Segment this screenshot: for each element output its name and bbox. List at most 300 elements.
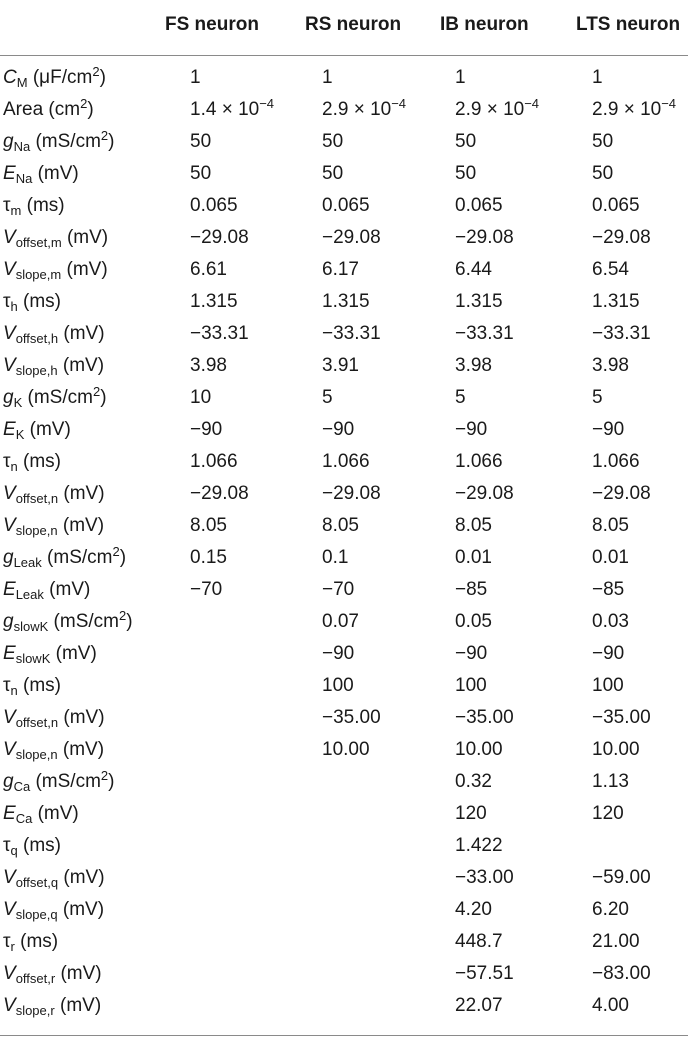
parameter-label [3,643,97,665]
cell-exponent: −4 [524,96,540,111]
table-cell [455,67,466,89]
table-cell [190,451,238,473]
cell-value: 1.422 [455,835,503,856]
parameter-label [3,579,90,601]
table-row [0,127,688,159]
cell-value: −90 [455,643,488,664]
cell-value: −90 [592,643,625,664]
cell-value: 6.20 [592,899,629,920]
table-row [0,703,688,735]
cell-value: 1.066 [592,451,640,472]
table-cell [322,707,381,729]
table-row [0,607,688,639]
parameter-symbol: V [3,899,16,920]
column-header-rs: RS neuron [305,14,402,35]
parameter-label [3,739,104,761]
table-cell [592,963,651,985]
parameter-symbol: E [3,803,16,824]
cell-value: 6.17 [322,259,359,280]
cell-value: −33.31 [592,323,651,344]
parameter-label [3,963,102,985]
parameter-label [3,931,58,953]
cell-value: −29.08 [322,483,381,504]
cell-value: 50 [592,163,614,184]
table-cell [322,291,370,313]
cell-value: 2.9 × 10 [322,99,392,120]
parameter-unit: (mV) [57,515,105,536]
table-cell [592,227,651,249]
table-cell [592,675,624,697]
parameter-unit: (mS/cm [22,387,93,408]
cell-value: −33.31 [322,323,381,344]
parameter-subscript: M [16,75,28,90]
parameter-unit: (mV) [54,995,102,1016]
table-row [0,159,688,191]
parameter-label [3,675,61,697]
parameter-subscript: n [10,683,18,698]
parameter-symbol: V [3,707,16,728]
table-row [0,991,688,1023]
table-cell [455,195,503,217]
cell-value: 50 [592,131,614,152]
parameter-unit-close: ) [126,611,133,632]
table-cell [322,419,354,441]
parameter-symbol: E [3,579,16,600]
parameter-subscript: offset,n [15,715,59,730]
cell-value: −29.08 [592,227,651,248]
parameter-unit: (mV) [32,163,79,184]
parameter-symbol: Area [3,99,44,120]
table-cell [322,355,359,377]
table-cell [190,515,227,537]
table-row [0,575,688,607]
cell-value: 448.7 [455,931,503,952]
cell-value: 8.05 [190,515,227,536]
table-row [0,415,688,447]
table-row [0,223,688,255]
cell-value: 50 [190,131,212,152]
table-cell [455,227,514,249]
table-row [0,95,688,127]
table-row [0,671,688,703]
cell-value: 0.065 [592,195,640,216]
parameter-subscript: offset,q [15,875,59,890]
parameter-subscript: Ca [13,779,31,794]
table-cell [592,611,629,633]
table-cell [592,163,613,185]
cell-value: −35.00 [322,707,381,728]
cell-value: 0.065 [455,195,503,216]
table-row [0,63,688,95]
table-cell [190,163,211,185]
cell-value: 6.54 [592,259,629,280]
table-cell [455,963,514,985]
parameter-unit-close: ) [108,131,115,152]
table-row [0,479,688,511]
table-cell [190,67,201,89]
cell-value: 6.61 [190,259,227,280]
table-cell [455,611,492,633]
table-row [0,959,688,991]
cell-value: −85 [592,579,625,600]
cell-value: 3.98 [455,355,492,376]
table-cell [592,547,629,569]
table-cell [455,579,487,601]
parameter-label [3,384,107,410]
parameter-unit: (mV) [58,867,105,888]
table-cell [455,899,492,921]
table-cell [455,131,476,153]
cell-value: 120 [592,803,624,824]
parameter-symbol: V [3,995,16,1016]
unit-exponent: 2 [100,128,109,143]
parameter-label [3,707,105,729]
parameter-subscript: Na [15,171,33,186]
parameter-unit-close: ) [99,67,106,88]
cell-value: −90 [190,419,223,440]
parameter-symbol: τ [3,291,11,312]
table-row [0,927,688,959]
table-cell [455,771,492,793]
parameter-symbol: g [3,547,14,568]
table-cell [592,387,603,409]
parameter-label [3,355,104,377]
parameter-symbol: g [3,611,14,632]
table-cell [592,995,629,1017]
parameter-label [3,867,105,889]
parameter-label [3,608,133,634]
cell-value: 5 [322,387,333,408]
parameter-unit-close: ) [108,771,115,792]
cell-value: 0.07 [322,611,359,632]
table-row [0,543,688,575]
parameter-symbol: V [3,867,16,888]
table-cell [455,803,487,825]
parameter-unit-close: ) [87,99,94,120]
table-cell [455,707,514,729]
parameter-subscript: slowK [13,619,49,634]
table-cell [455,931,503,953]
cell-value: 5 [592,387,603,408]
cell-value: 10.00 [322,739,370,760]
parameter-label [3,995,101,1017]
parameter-subscript: n [10,459,18,474]
cell-value: 1 [190,67,201,88]
table-cell [190,387,211,409]
parameter-label [3,451,61,473]
table-cell [592,771,629,793]
parameter-subscript: offset,m [15,235,62,250]
parameter-unit: (mV) [57,899,105,920]
parameter-subscript: h [10,299,18,314]
table-cell [592,579,624,601]
table-cell [190,227,249,249]
column-header-fs: FS neuron [165,14,259,35]
cell-value: 50 [190,163,212,184]
cell-value: −85 [455,579,488,600]
table-cell [455,323,514,345]
cell-value: 120 [455,803,487,824]
cell-exponent: −4 [259,96,275,111]
parameter-subscript: Leak [13,555,42,570]
table-cell [190,419,222,441]
table-cell [592,195,640,217]
cell-value: 50 [455,163,477,184]
cell-value: 4.20 [455,899,492,920]
cell-value: −29.08 [190,227,249,248]
table-cell [592,291,640,313]
table-row [0,191,688,223]
parameter-unit: (mV) [58,483,105,504]
table-cell [592,259,629,281]
table-cell [322,323,381,345]
table-cell [190,259,227,281]
parameter-unit: (mV) [58,707,105,728]
parameter-symbol: V [3,323,16,344]
cell-value: −29.08 [190,483,249,504]
cell-value: 1.13 [592,771,629,792]
cell-value: 1.315 [592,291,640,312]
parameter-subscript: Ca [15,811,33,826]
cell-value: 0.15 [190,547,227,568]
table-cell [322,227,381,249]
cell-value: −70 [190,579,223,600]
cell-value: −29.08 [455,483,514,504]
parameter-unit: (mS/cm [48,611,119,632]
table-cell [322,451,370,473]
parameter-unit: (ms) [17,675,62,696]
cell-value: 0.05 [455,611,492,632]
parameter-unit-close: ) [100,387,107,408]
table-cell [592,803,624,825]
cell-value: −57.51 [455,963,514,984]
cell-value: −33.31 [190,323,249,344]
table-cell [592,355,629,377]
parameter-label [3,163,79,185]
table-row [0,319,688,351]
cell-value: 1.315 [455,291,503,312]
parameter-subscript: offset,r [15,971,56,986]
table-row [0,767,688,799]
parameter-unit: (ms) [14,931,59,952]
table-cell [190,131,211,153]
unit-exponent: 2 [100,768,109,783]
table-cell [592,67,603,89]
table-cell [455,483,514,505]
parameter-symbol: τ [3,451,11,472]
table-cell [592,131,613,153]
cell-value: 3.98 [592,355,629,376]
parameter-unit: (mV) [61,227,109,248]
cell-value: 1.315 [190,291,238,312]
table-cell [455,355,492,377]
parameter-label [3,419,71,441]
parameter-subscript: r [10,939,15,954]
cell-value: −83.00 [592,963,651,984]
cell-value: 0.065 [322,195,370,216]
table-cell [322,131,343,153]
cell-value: −59.00 [592,867,651,888]
cell-value: 0.03 [592,611,629,632]
cell-exponent: −4 [391,96,407,111]
table-cell [322,579,354,601]
table-row [0,351,688,383]
parameter-symbol: V [3,259,16,280]
cell-value: 22.07 [455,995,503,1016]
parameter-symbol: g [3,131,14,152]
column-header-lts: LTS neuron [576,14,681,35]
table-cell [592,96,677,121]
table-cell [190,483,249,505]
parameter-symbol: E [3,419,16,440]
parameter-unit: (ms) [21,195,65,216]
table-cell [322,96,407,121]
table-cell [322,163,343,185]
parameter-unit: (μF/cm [27,67,93,88]
table-row [0,511,688,543]
cell-value: −29.08 [455,227,514,248]
parameter-subscript: slope,r [15,1003,55,1018]
cell-value: 3.91 [322,355,359,376]
table-cell [592,899,629,921]
cell-value: −29.08 [322,227,381,248]
parameter-subscript: K [15,427,25,442]
parameter-subscript: slowK [15,651,51,666]
parameter-subscript: q [10,843,18,858]
unit-exponent: 2 [80,96,88,111]
cell-value: 10.00 [455,739,503,760]
cell-value: −29.08 [592,483,651,504]
cell-value: 0.1 [322,547,349,568]
table-cell [322,675,354,697]
parameter-label [3,483,105,505]
parameter-unit: (mV) [55,963,102,984]
table-cell [322,643,354,665]
cell-value: 50 [322,163,344,184]
table-cell [455,163,476,185]
parameter-subscript: Leak [15,587,44,602]
cell-value: 3.98 [190,355,227,376]
parameter-unit: (mV) [50,643,97,664]
parameter-symbol: C [3,67,17,88]
cell-value: 100 [455,675,487,696]
cell-value: 1.066 [455,451,503,472]
table-cell [592,483,651,505]
table-cell [455,547,492,569]
table-cell [322,259,359,281]
table-cell [455,867,514,889]
table-cell [190,195,238,217]
cell-value: 5 [455,387,466,408]
cell-value: 1.315 [322,291,370,312]
table-cell [455,643,487,665]
parameter-symbol: τ [3,835,11,856]
cell-value: 4.00 [592,995,629,1016]
table-cell [455,259,492,281]
table-row [0,895,688,927]
table-row [0,383,688,415]
cell-value: 8.05 [455,515,492,536]
cell-value: 1 [455,67,466,88]
parameter-symbol: E [3,163,16,184]
parameter-subscript: m [10,203,22,218]
parameter-label [3,899,104,921]
cell-value: 1 [592,67,603,88]
table-cell [592,419,624,441]
unit-exponent: 2 [112,544,120,559]
table-cell [322,611,359,633]
parameter-label [3,96,94,121]
cell-value: −90 [322,419,355,440]
unit-exponent: 2 [118,608,127,623]
cell-value: 10.00 [592,739,640,760]
table-cell [455,995,503,1017]
table-cell [322,67,333,89]
table-cell [455,419,487,441]
parameter-unit: (mV) [32,803,79,824]
parameter-label [3,544,127,570]
parameter-symbol: g [3,387,14,408]
table-cell [190,579,222,601]
table-cell [322,483,381,505]
cell-value: −35.00 [592,707,651,728]
cell-exponent: −4 [661,96,677,111]
column-header-ib: IB neuron [440,14,529,35]
table-cell [190,291,238,313]
parameter-subscript: slope,n [15,747,58,762]
cell-value: 0.01 [455,547,492,568]
parameter-label [3,768,115,794]
table-row [0,831,688,863]
parameter-unit-close: ) [119,547,127,568]
cell-value: −90 [322,643,355,664]
table-cell [190,547,227,569]
cell-value: 1.066 [190,451,238,472]
table-cell [592,707,651,729]
cell-value: 0.065 [190,195,238,216]
bottom-rule [0,1035,688,1036]
parameter-subscript: offset,h [15,331,59,346]
table-cell [592,643,624,665]
parameter-symbol: V [3,483,16,504]
parameter-subscript: Na [13,139,31,154]
table-cell [592,739,640,761]
parameter-label [3,515,104,537]
parameter-symbol: τ [3,931,11,952]
table-cell [455,739,503,761]
parameter-label [3,835,61,857]
parameter-label [3,195,65,217]
table-cell [190,355,227,377]
table-cell [322,515,359,537]
header-rule [0,55,688,56]
table-row [0,287,688,319]
cell-value: 0.01 [592,547,629,568]
parameter-symbol: g [3,771,14,792]
table-cell [592,931,640,953]
table-cell [322,739,370,761]
cell-value: 50 [322,131,344,152]
cell-value: 8.05 [592,515,629,536]
table-cell [455,387,466,409]
table-cell [322,547,348,569]
table-row [0,255,688,287]
cell-value: 100 [592,675,624,696]
table-row [0,447,688,479]
cell-value: −35.00 [455,707,514,728]
parameter-unit: (ms) [17,835,62,856]
cell-value: 1 [322,67,333,88]
